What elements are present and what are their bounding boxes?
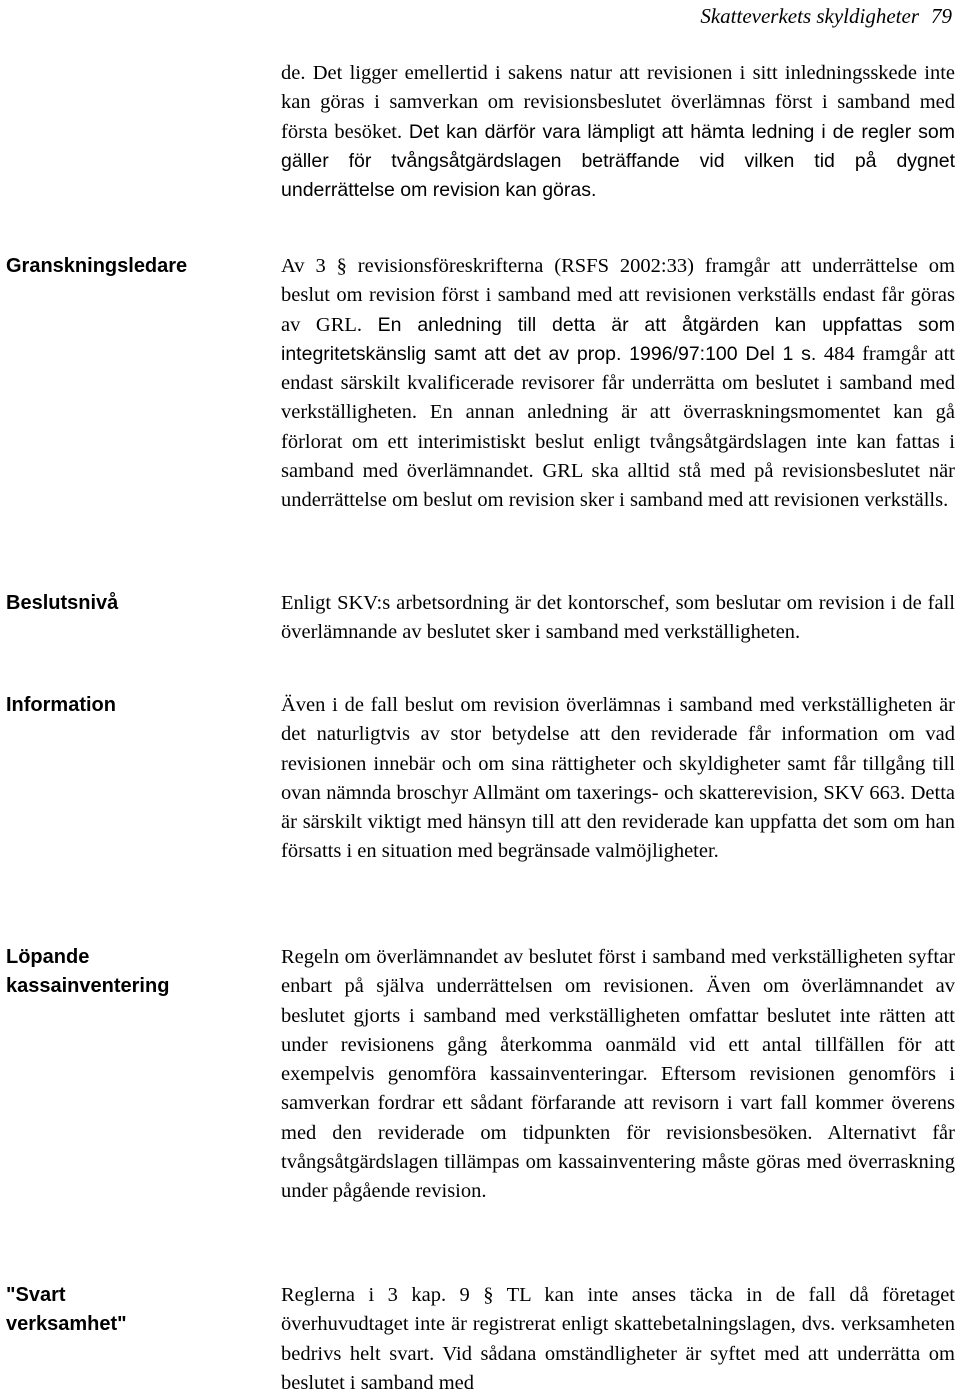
paragraph-text: de. Det ligger emellertid i sakens natur att revisionen i sitt inledningsskede inte kan göras i samverkan om revisionsbeslutet överlämnas först i samband med första besöket. <box>281 62 955 143</box>
margin-label-line: kassainventering <box>6 975 170 997</box>
running-head <box>700 2 952 30</box>
margin-label-line: verksamhet" <box>6 1313 127 1335</box>
margin-label-line: Löpande <box>6 946 90 968</box>
paragraph-lopande-kassainventering: Regeln om överlämnandet av beslutet först i samband med verkställigheten syftar enbart på själva underrättelsen om revisionen. Även om överlämnandet av beslutet gjorts i samband med verkställigheten omfattar beslutet inte rätten att under revisionens gång återkomma oanmäld vid ett antal tillfällen för att exempelvis genomföra kassainventeringar. Eftersom revisionen genomförs i samverkan fordrar ett sådant förfarande att revisorn i vart fall kommer överens med den reviderade om tidpunkten för revisionsbesöken. Alternativt får tvångsåtgärdslagen tillämpas om kassainventering måste göras med överraskning under pågående revision. <box>281 946 955 1203</box>
paragraph-granskningsledare <box>281 252 955 516</box>
running-title: Skatteverkets skyldigheter <box>700 4 919 28</box>
margin-label-line: "Svart <box>6 1284 66 1306</box>
paragraph-text: 484 framgår att endast särskilt kvalificerade revisorer får underrätta om beslutet i samband med verkställigheten. En annan anledning är att överraskningsmomentet kan gå förlorat om ett interimistiskt beslut enligt tvångsåtgärdslagen inte kan fattas i samband med överlämnandet. GRL ska alltid stå med på revisionsbeslutet när underrättelse om beslut om revision sker i samband med att revisionen verkställs. <box>281 342 955 512</box>
margin-label-svart-verksamhet <box>6 1281 127 1339</box>
paragraph-text: Av 3 § revisionsföreskrifterna (RSFS 2002:33) framgår att underrättelse om beslut om revision först i samband med att revisionen verkställs endast får göras av GRL. <box>281 255 955 336</box>
margin-label-beslutsniva: Beslutsnivå <box>6 592 119 614</box>
paragraph-text: En anledning till detta är att åtgärden kan uppfattas som integritetskänslig samt att det av prop. 1996/97:100 Del 1 s. <box>281 313 956 365</box>
paragraph-svart-verksamhet: Reglerna i 3 kap. 9 § TL kan inte anses täcka in de fall då företaget överhuvudtaget inte är registrerat enligt skattebetalningslagen, dvs. verksamheten bedrivs helt svart. Vid sådana omständligheter är syftet med att underrätta om beslutet i samband med <box>281 1284 955 1394</box>
paragraph-information: Även i de fall beslut om revision överlämnas i samband med verkställigheten är det naturligtvis av stor betydelse att den reviderade får information om vad revisionen innebär och om sina rättigheter och skyldigheter samt får tillgång till ovan nämnda broschyr Allmänt om taxerings- och skatterevision, SKV 663. Detta är särskilt viktigt med hänsyn till att den reviderade kan uppfatta det som om han försatts i en situation med begränsade valmöjligheter. <box>281 694 955 863</box>
paragraph-text: Det kan därför vara lämpligt att hämta ledning i de regler som gäller för tvångsåtgärdslagen beträffande vid vilken tid på dygnet underrättelse om revision kan göras. <box>281 120 956 202</box>
paragraph-beslutsniva: Enligt SKV:s arbetsordning är det kontorschef, som beslutar om revision i de fall överlämnande av beslutet sker i samband med verkställigheten. <box>281 592 955 644</box>
page-number: 79 <box>931 4 952 28</box>
margin-label-information: Information <box>6 694 116 716</box>
paragraph-intro <box>281 59 955 205</box>
margin-label-lopande-kassainventering <box>6 943 169 1001</box>
margin-label-granskningsledare: Granskningsledare <box>6 255 188 277</box>
